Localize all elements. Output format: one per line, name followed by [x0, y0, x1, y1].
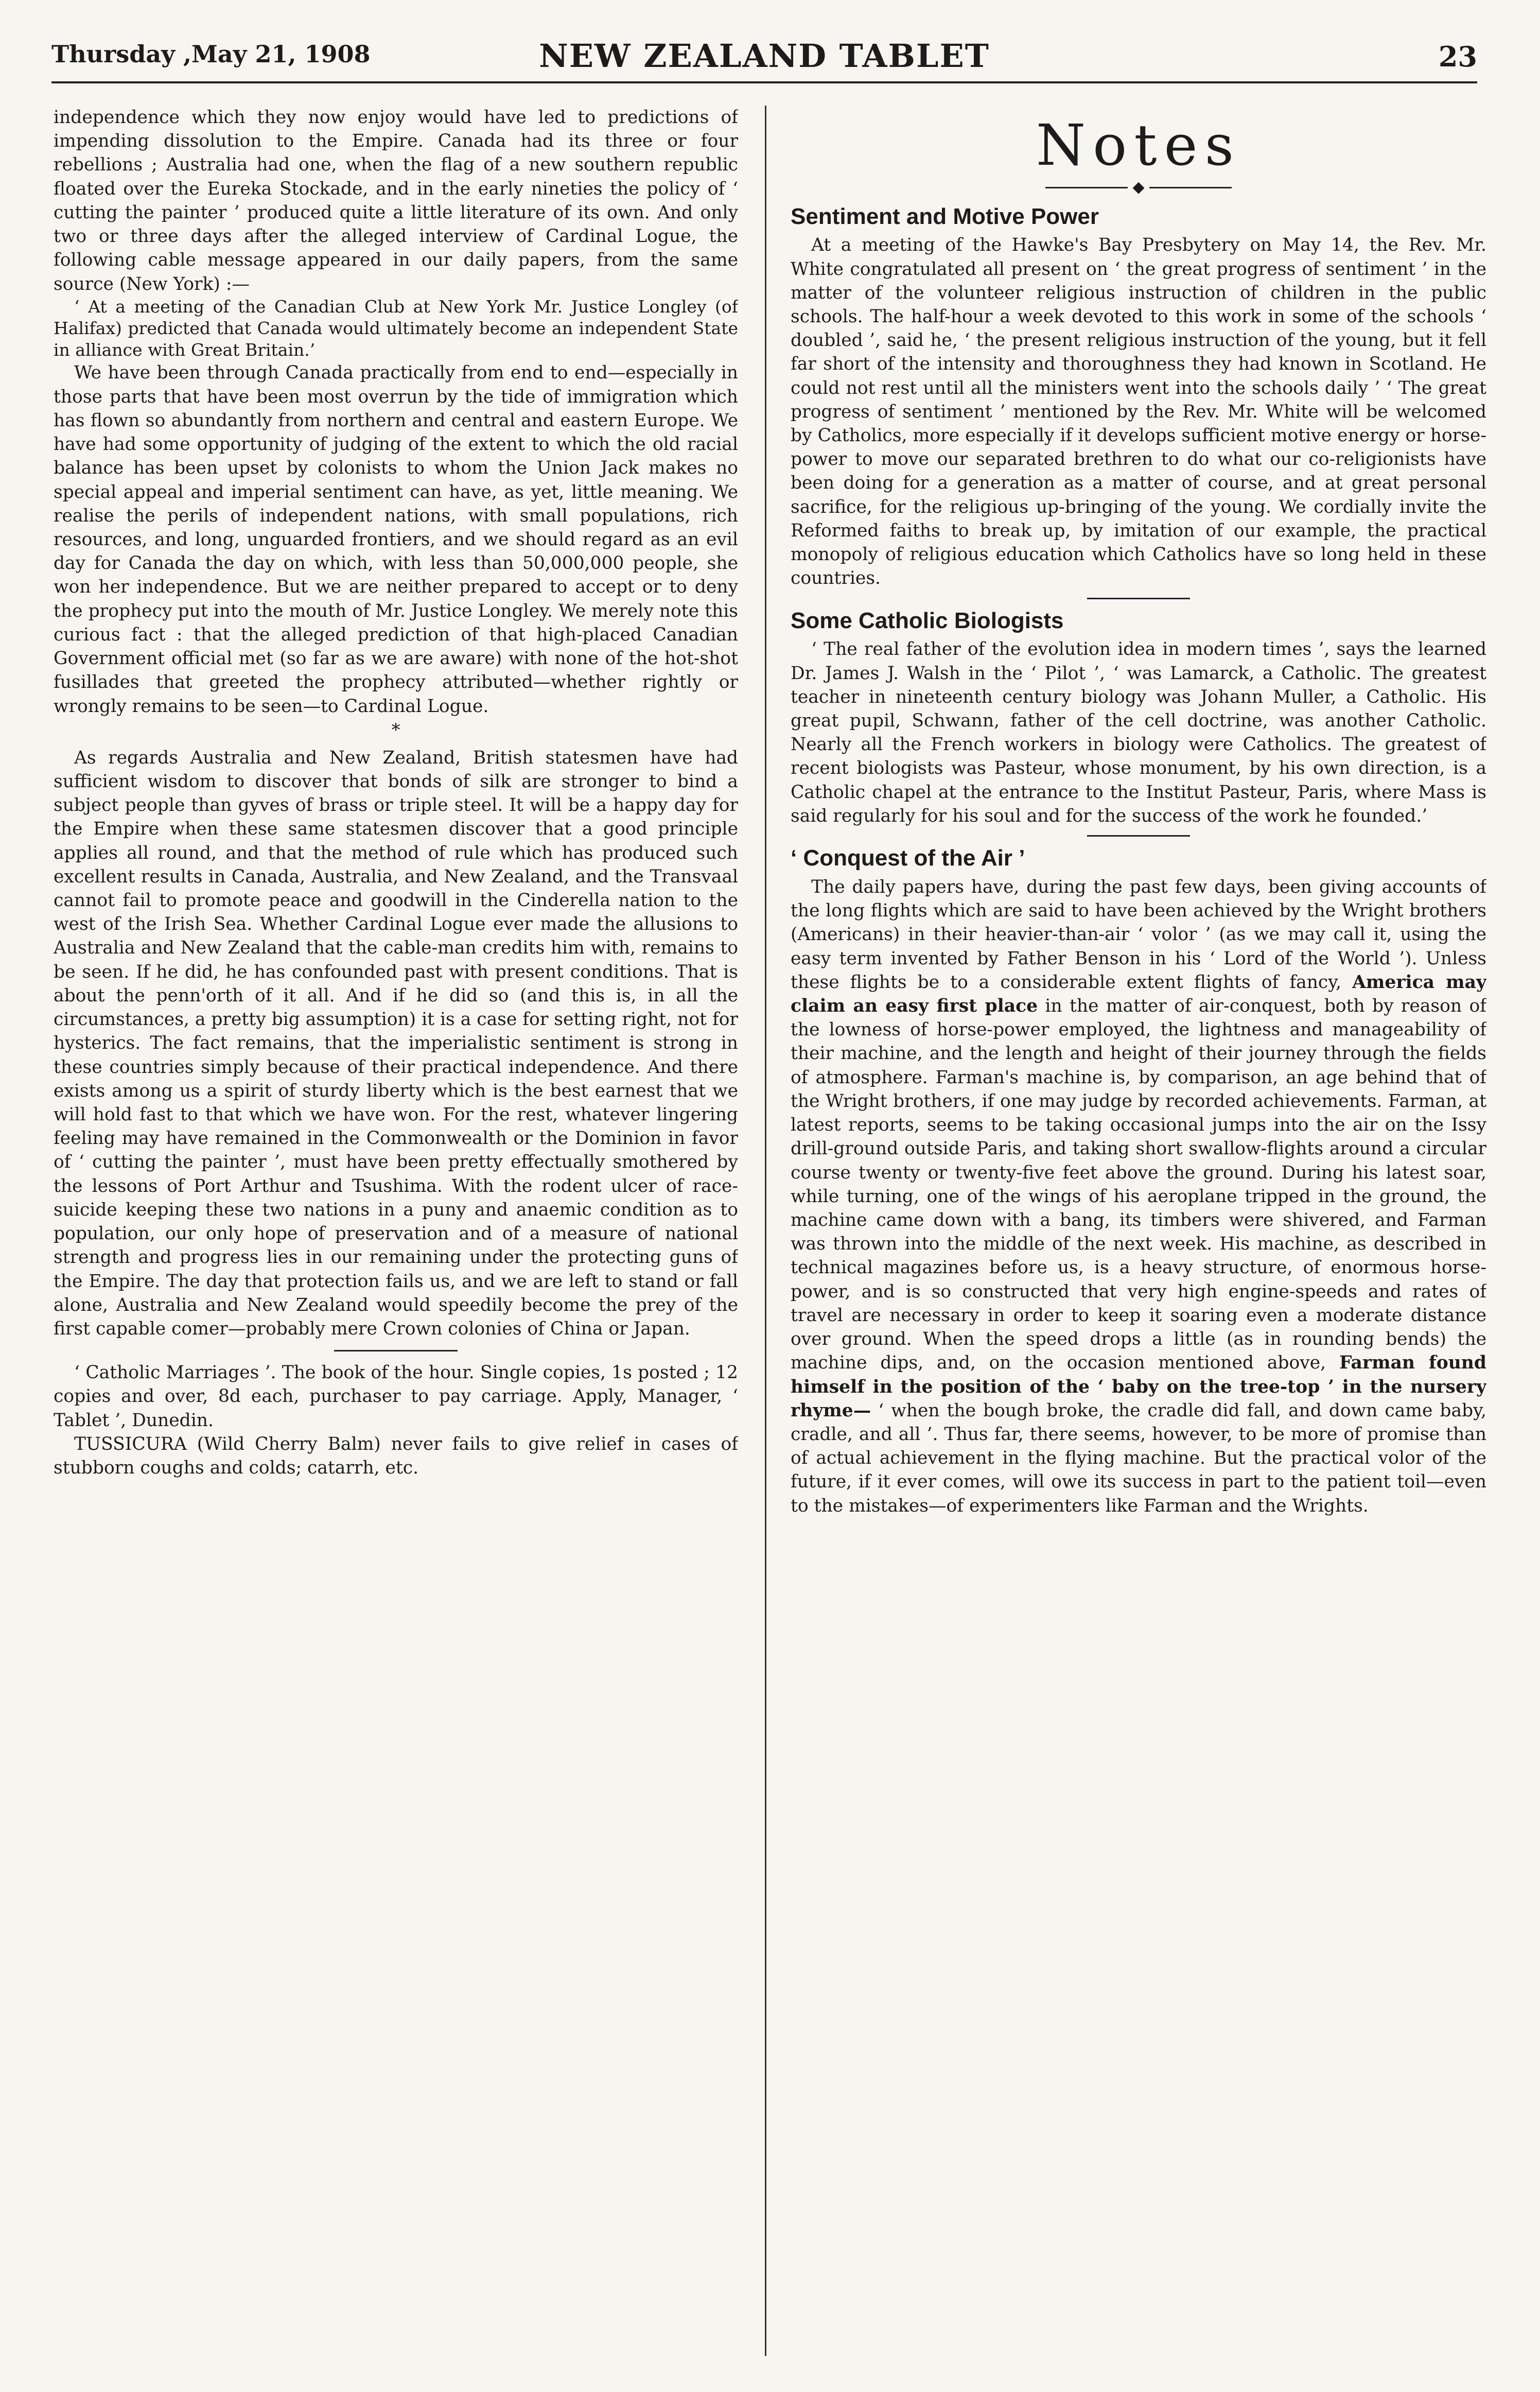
issue-date: Thursday ,May 21, 1908 — [51, 40, 371, 68]
body-text: ‘ when the bough broke, the cradle did fall, and down came baby, cradle, and all ’. Thus far, there seems, however, to be more of promise than of actual achievement in the flying machine. But the practical volor of the future, if it ever comes, will owe its success in part to the patient toil—even to the mistakes—of experimenters like Farman and the Wrights. — [791, 1400, 1486, 1516]
body-text: The daily papers have, during the past few days, been giving accounts of the long flights which are said to have been achieved by the Wright brothers (Americans) in their heavier-than-air ‘ volor ’ (as we may call it, using the easy term invented by Father Benson in his ‘ Lord of the World ’). Unless these flights be to a considerable extent flights of fancy, — [791, 876, 1486, 993]
article-paragraph: independence which they now enjoy would have led to predictions of impending dissolution to the Empire. Canada had its three or four rebellions ; Australia had one, when the flag of a new southern republic floated over the Eureka Stockade, and in the early nineties the policy of ‘ cutting the painter ’ produced quite a little literature of its own. And only two or three days after the alleged interview of Cardinal Logue, the following cable message appeared in our daily papers, from the same source (New York) :— — [54, 107, 738, 294]
notes-heading: Notes — [1036, 112, 1241, 178]
section-separator: * — [391, 719, 400, 740]
body-text: in the matter of air-conquest, both by reason of the lowness of horse-power employed, the lightness and manageability of their machine, and the length and height of their journey through the fields of atmosphere. Farman's machine is, by comparison, an age behind that of the Wright brothers, if one may judge by recorded achievements. Farman, at latest reports, seems to be taking occasional jumps into the air on the Issy drill-ground outside Paris, and taking short swallow-flights around a circular course twenty or twenty-five feet above the ground. During his latest soar, while turning, one of the wings of his aeroplane tripped in the ground, the machine came down with a bang, its timbers were shivered, and Farman was thrown into the middle of the next week. His machine, as described in technical magazines before us, is a heavy structure, of enormous horse-power, and is so constructed that very high engine-speeds and rates of travel are necessary in order to keep it soaring even a moderate distance over ground. When the speed drops a little (as in rounding bends) the machine dips, and, on the occasion mentioned above, — [791, 996, 1486, 1374]
left-column — [54, 106, 738, 2356]
column-divider — [765, 106, 766, 2356]
quoted-cable: ‘ At a meeting of the Canadian Club at New York Mr. Justice Longley (of Halifax) predicted that Canada would ultimately become an independent State in alliance with Great Britain.’ — [54, 296, 738, 360]
section-body: At a meeting of the Hawke's Bay Presbytery on May 14, the Rev. Mr. White congratulated all present on ‘ the great progress of sentiment ’ in the matter of the volunteer religious instruction of children in the public schools. The half-hour a week devoted to this work in some of the schools ‘ doubled ’, said he, ‘ the present religious instruction of the young, but it fell far short of the intensity and thoroughness they had known in Scotland. He could not rest until all the ministers went into the schools daily ’ ‘ The great progress of sentiment ’ mentioned by the Rev. Mr. White will be welcomed by Catholics, more especially if it develops sufficient motive energy or horse-power to move our separated brethren to do what our co-religionists have been doing for a generation as a matter of course, and at great personal sacrifice, for the religious up-bringing of the young. We cordially invite the Reformed faiths to break up, by imitation of our example, the practical monopoly of religious education which Catholics have so long held in these countries. — [791, 235, 1486, 589]
divider — [1087, 598, 1190, 599]
divider — [334, 1350, 458, 1351]
section-body — [791, 875, 1486, 1518]
divider — [1087, 835, 1190, 837]
section-heading-conquest-of-air: ‘ Conquest of the Air ’ — [791, 845, 1025, 871]
masthead-title: NEW ZEALAND TABLET — [539, 37, 990, 75]
article-paragraph: As regards Australia and New Zealand, British statesmen have had sufficient wisdom to discover that bonds of silk are stronger to bind a subject people than gyves of brass or triple steel. It will be a happy day for the Empire when these same statesmen discover that a good principle applies all round, and that the method of rule which has produced such excellent results in Canada, Australia, and New Zealand, and the Transvaal cannot fail to promote peace and goodwill in the Cinderella nation to the west of the Irish Sea. Whether Cardinal Logue ever made the allusions to Australia and New Zealand that the cable-man credits him with, remains to be seen. If he did, he has confounded past with present conditions. That is about the penn'orth of it all. And if he did so (and this is, in all the circumstances, a pretty big assumption) it is a case for setting right, not for hysterics. The fact remains, that the imperialistic sentiment is strong in these countries simply because of their practical independence. And there exists among us a spirit of sturdy liberty which is the best earnest that we will hold fast to that which we have won. For the rest, whatever lingering feeling may have remained in the Commonwealth or the Dominion in favor of ‘ cutting the painter ’, must have been pretty effectually smothered by the lessons of Port Arthur and Tsushima. With the rodent ulcer of race-suicide keeping these two nations in a puny and anaemic condition as to population, our only hope of preservation and of a measure of national strength and progress lies in our remaining under the protecting guns of the Empire. The day that protection fails us, and we are left to stand or fall alone, Australia and New Zealand would speedily become the prey of the first capable comer—probably mere Crown colonies of China or Japan. — [54, 747, 738, 1339]
article-paragraph: We have been through Canada practically from end to end—especially in those parts that have been most overrun by the tide of immigration which has flown so abundantly from northern and central and eastern Europe. We have had some opportunity of judging of the extent to which the old racial balance has been upset by colonists to whom the Union Jack makes no special appeal and imperial sentiment can have, as yet, little meaning. We realise the perils of independent nations, with small populations, rich resources, and long, unguarded frontiers, and we should regard as an evil day for Canada the day on which, with less than 50,000,000 people, she won her independence. But we are neither prepared to accept or to deny the prophecy put into the mouth of Mr. Justice Longley. We merely note this curious fact : that the alleged prediction of that high-placed Canadian Government official met (so far as we are aware) with none of the hot-shot fusillades that greeted the prophecy attributed—whether rightly or wrongly remains to be seen—to Cardinal Logue. — [54, 362, 738, 717]
advertisement-tussicura: TUSSICURA (Wild Cherry Balm) never fails to give relief in cases of stubborn coughs and colds; catarrh, etc. — [54, 1433, 738, 1479]
page-number: 23 — [1438, 40, 1477, 73]
section-body: ‘ The real father of the evolution idea in modern times ’, says the learned Dr. James J. Walsh in the ‘ Pilot ’, ‘ was Lamarck, a Catholic. The greatest teacher in nineteenth century biology was Johann Muller, a Catholic. His great pupil, Schwann, father of the cell doctrine, was another Catholic. Nearly all the French workers in biology were Catholics. The greatest of recent biologists was Pasteur, whose monument, by his own direction, is a Catholic chapel at the entrance to the Institut Pasteur, Paris, where Mass is said regularly for his soul and for the success of the work he founded.’ — [791, 639, 1486, 826]
right-column — [791, 106, 1486, 2356]
diamond-icon: ◆ — [1132, 178, 1145, 196]
page-header — [51, 37, 1477, 83]
ornament — [791, 180, 1486, 195]
ornament-rule — [1045, 187, 1128, 188]
section-heading-biologists: Some Catholic Biologists — [791, 608, 1064, 633]
advertisement-catholic-marriages: ‘ Catholic Marriages ’. The book of the hour. Single copies, 1s posted ; 12 copies and over, 8d each, purchaser to pay carriage. Apply, Manager, ‘ Tablet ’, Dunedin. — [54, 1362, 738, 1431]
section-heading-sentiment: Sentiment and Motive Power — [791, 203, 1099, 229]
emphasis-text: Farman found himself in the position of the ‘ baby on the tree-top ’ in the nursery rhyme— — [791, 1353, 1486, 1421]
emphasis-text: America may claim an easy first place — [791, 972, 1486, 1017]
ornament-rule — [1149, 187, 1232, 188]
